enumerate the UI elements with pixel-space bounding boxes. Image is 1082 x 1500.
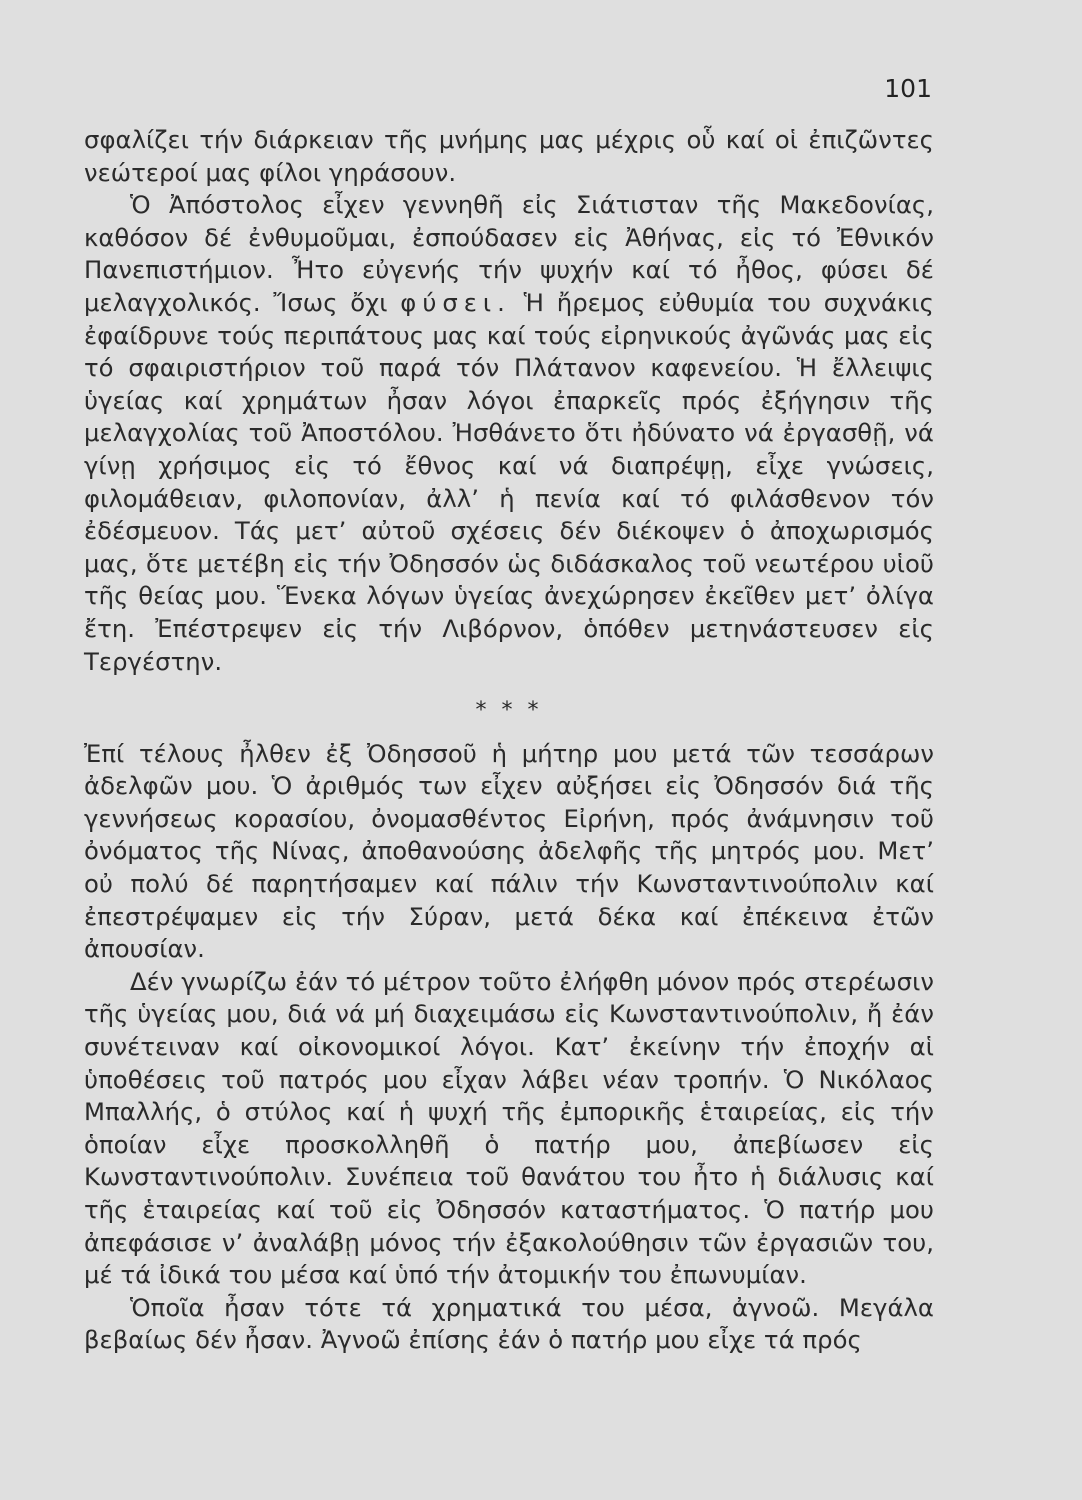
paragraph-apostolos bbox=[84, 189, 934, 678]
paragraph-business: Δέν γνωρίζω ἐάν τό μέτρον τοῦτο ἐλήφθη μόνον πρός στερέωσιν τῆς ὑγείας μου, διά νά μή διαχειμάσω εἰς Κωνσταντινούπολιν, ἤ ἐάν συνέτειναν καί οἰκονομικοί λόγοι. Κατ’ ἐκείνην τήν ἐποχήν αἱ ὑποθέσεις τοῦ πατρός μου εἶχαν λάβει νέαν τροπήν. Ὁ Νικόλαος Μπαλλής, ὁ στύλος καί ἡ ψυχή τῆς ἐμπορικῆς ἑταιρείας, εἰς τήν ὁποίαν εἶχε προσκολληθῆ ὁ πατήρ μου, ἀπεβίωσεν εἰς Κωνσταντινούπολιν. Συνέπεια τοῦ θανάτου του ἦτο ἡ διάλυσις καί τῆς ἑταιρείας καί τοῦ εἰς Ὀδησσόν καταστήματος. Ὁ πατήρ μου ἀπεφάσισε ν’ ἀναλάβῃ μόνος τήν ἐξακολούθησιν τῶν ἐργασιῶν του, μέ τά ἰδικά του μέσα καί ὑπό τήν ἀτομικήν του ἐπωνυμίαν. bbox=[84, 966, 934, 1290]
emphasized-word: φύσει. bbox=[400, 287, 511, 317]
paragraph-finances: Ὁποῖα ἦσαν τότε τά χρηματικά του μέσα, ἀγνοῶ. Μεγάλα βεβαίως δέν ἦσαν. Ἀγνοῶ ἐπίσης ἐάν ὁ πατήρ μου εἶχε τά πρός bbox=[84, 1292, 934, 1355]
paragraph-apostolos-part-a: Ὁ Ἀπόστολος εἶχεν γεννηθῆ εἰς Σιάτισταν τῆς Μακεδονίας, καθόσον δέ ἐνθυμοῦμαι, ἐσπούδασεν εἰς Ἀθήνας, εἰς τό Ἐθνικόν Πανεπιστήμιον. Ἦτο εὐγενής τήν ψυχήν καί τό ἦθος, φύσει δέ μελαγχολικός. Ἴσως ὄχι bbox=[84, 190, 934, 317]
section-separator: * * * bbox=[475, 698, 543, 724]
paragraph-continuation: σφαλίζει τήν διάρκειαν τῆς μνήμης μας μέχρις οὗ καί οἱ ἐπιζῶντες νεώτεροί μας φίλοι γηράσουν. bbox=[84, 125, 934, 187]
page-number: 101 bbox=[884, 74, 932, 103]
paragraph-mother-arrival: Ἐπί τέλους ἦλθεν ἐξ Ὀδησσοῦ ἡ μήτηρ μου μετά τῶν τεσσάρων ἀδελφῶν μου. Ὁ ἀριθμός των εἶχεν αὐξήσει εἰς Ὀδησσόν διά τῆς γεννήσεως κορασίου, ὀνομασθέντος Εἰρήνη, πρός ἀνάμνησιν τοῦ ὀνόματος τῆς Νίνας, ἀποθανούσης ἀδελφῆς τῆς μητρός μου. Μετ’ οὐ πολύ δέ παρητήσαμεν καί πάλιν τήν Κωνσταντινούπολιν καί ἐπεστρέψαμεν εἰς τήν Σύραν, μετά δέκα καί ἐπέκεινα ἐτῶν ἀπουσίαν. bbox=[84, 738, 934, 964]
body-text bbox=[84, 124, 934, 1357]
paragraph-apostolos-part-b: Ἡ ἤρεμος εὐθυμία του συχνάκις ἐφαίδρυνε τούς περιπάτους μας καί τούς εἰρηνικούς ἀγῶνάς μας εἰς τό σφαιριστήριον τοῦ παρά τόν Πλάτανον καφενείου. Ἡ ἔλλειψις ὑγείας καί χρημάτων ἦσαν λόγοι ἐπαρκεῖς πρός ἐξήγησιν τῆς μελαγχολίας τοῦ Ἀποστόλου. Ἠσθάνετο ὅτι ἠδύνατο νά ἐργασθῇ, νά γίνῃ χρήσιμος εἰς τό ἔθνος καί νά διαπρέψῃ, εἶχε γνώσεις, φιλομάθειαν, φιλοπονίαν, ἀλλ’ ἡ πενία καί τό φιλάσθενον τόν ἐδέσμευον. Τάς μετ’ αὐτοῦ σχέσεις δέν διέκοψεν ὁ ἀποχωρισμός μας, ὅτε μετέβη εἰς τήν Ὀδησσόν ὡς διδάσκαλος τοῦ νεωτέρου υἱοῦ τῆς θείας μου. Ἕνεκα λόγων ὑγείας ἀνεχώρησεν ἐκεῖθεν μετ’ ὀλίγα ἔτη. Ἐπέστρεψεν εἰς τήν Λιβόρνον, ὁπόθεν μετηνάστευσεν εἰς Τεργέστην. bbox=[84, 287, 934, 676]
